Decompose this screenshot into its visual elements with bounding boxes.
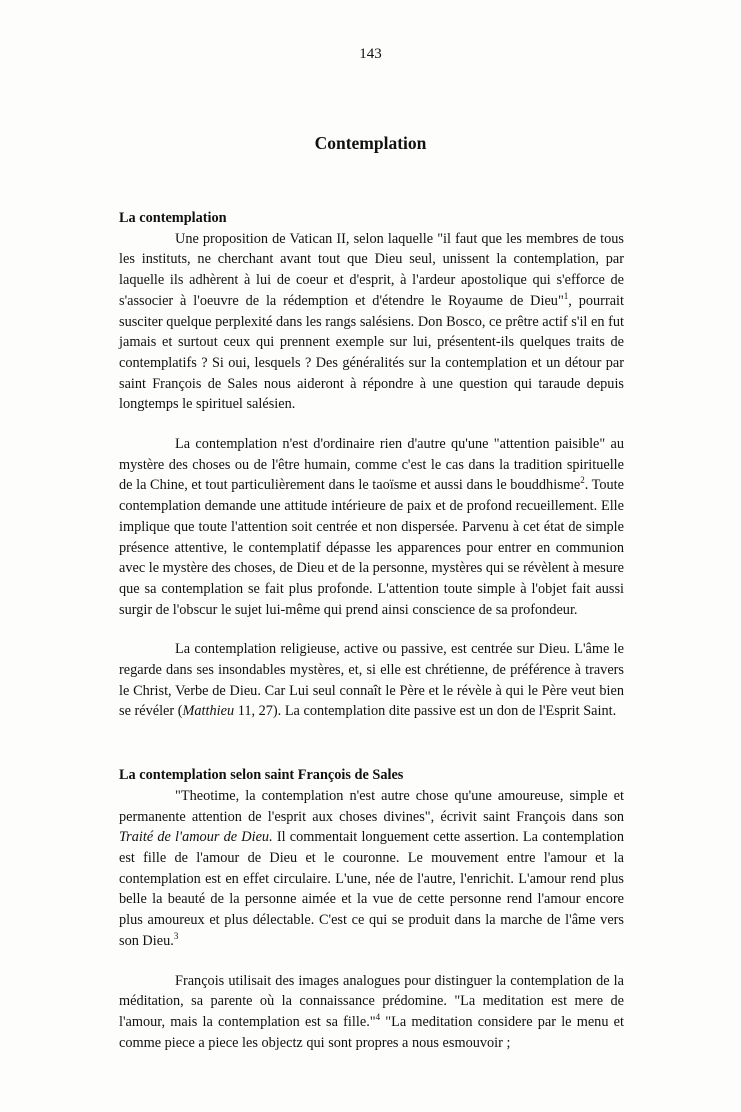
citation: Matthieu: [182, 703, 235, 720]
page-title: Contemplation: [314, 133, 427, 153]
page-number: 143: [359, 46, 382, 62]
book-title: Traité de l'amour de Dieu.: [119, 829, 273, 846]
footnote-ref: 2: [580, 475, 585, 486]
paragraph: La contemplation n'est d'ordinaire rien d'autre qu'une "attention paisible" au mystère des choses ou de l'être humain, comme c'est le cas dans la tradition spirituelle de la Chine, et tout particulièrement dans le taoïsme et aussi dans le bouddhisme$^2$. Toute contemplation demande une attitude intérieure de paix et de profond recueillement. Elle implique que toute l'attention soit centrée et non dispersée. Parvenu à cet état de simple présence attentive, le contemplatif dépasse les apparences pour entrer en communion avec le mystère des choses, de Dieu et de la personne, mystères qui se révèlent à mesure que sa contemplation se fait plus profonde. L'attention toute simple à l'objet fait aussi surgir de l'obscur le sujet lui-même qui prend ainsi conscience de sa profondeur.: [119, 436, 624, 618]
section-heading: La contemplation: [119, 210, 227, 226]
paragraph: François utilisait des images analogues pour distinguer la contemplation de la méditation, sa parente où la connaissance prédomine. "La meditation est mere de l'amour, mais la contemplation est sa fille."$^4$ "La meditation considere par le menu et comme piece a piece les objectz qui sont propres a nous esmouvoir ;: [119, 972, 624, 1051]
footnote-ref: 1: [563, 291, 569, 302]
document-body: [119, 208, 624, 1053]
footnote-ref: 4: [375, 1012, 381, 1023]
paragraph: Une proposition de Vatican II, selon laquelle "il faut que les membres de tous les instituts, ne cherchant avant tout que Dieu seul, unissent la contemplation, par laquelle ils adhèrent à lui de coeur et d'esprit, à l'ardeur apostolique qui s'efforce de s'associer à l'oeuvre de la rédemption et d'étendre le Royaume de Dieu"$^1$, pourrait susciter quelque perplexité dans les rangs salésiens. Don Bosco, ce prêtre actif s'il en fut jamais et surtout ceux qui prennent exemple sur lui, présentent-ils quelques traits de contemplatifs ? Si oui, lesquels ? Des généralités sur la contemplation et un détour par saint François de Sales nous aideront à répondre à une question qui taraude depuis longtemps le spirituel salésien.: [119, 230, 624, 413]
footnote-ref: 3: [173, 931, 179, 942]
section-heading: La contemplation selon saint François de Sales: [119, 767, 404, 784]
paragraph: "Theotime, la contemplation n'est autre chose qu'une amoureuse, simple et permanente attention de l'esprit aux choses divines", écrivit saint François dans son Traité de l'amour de Dieu. Il commentait longuement cette assertion. La contemplation est fille de l'amour de Dieu et le couronne. Le mouvement entre l'amour et la contemplation est en effet circulaire. L'une, née de l'autre, l'enrichit. L'amour rend plus belle la beauté de la personne aimée et la vue de cette personne rend l'amour encore plus amoureux et plus délectable. C'est ce qui se produit dans la marche de l'âme vers son Dieu.$^3$: [119, 787, 624, 949]
paragraph: La contemplation religieuse, active ou passive, est centrée sur Dieu. L'âme le regarde dans ses insondables mystères, et, si elle est chrétienne, de préférence à travers le Christ, Verbe de Dieu. Car Lui seul connaît le Père et le révèle à qui le Père veut bien se révéler (Matthieu 11, 27). La contemplation dite passive est un don de l'Esprit Saint.: [119, 641, 624, 720]
